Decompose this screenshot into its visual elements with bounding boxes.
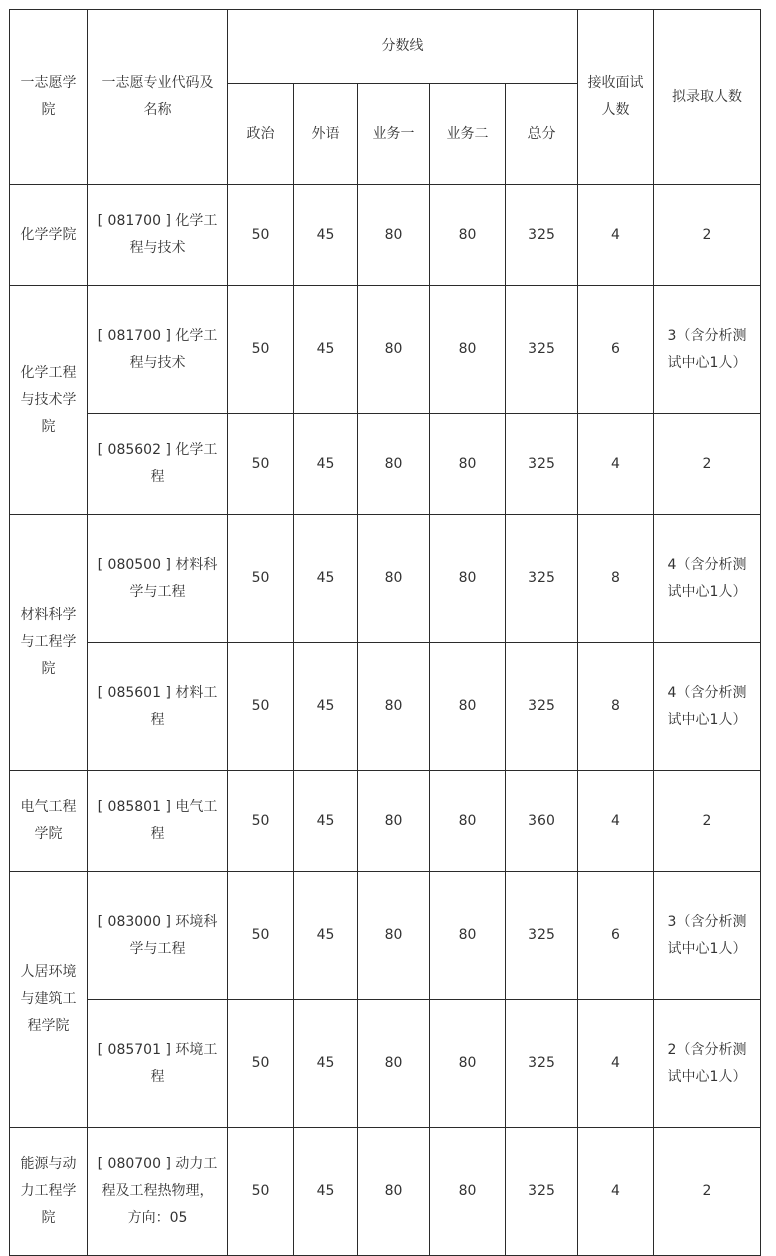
politics-cell: 50 (228, 515, 294, 643)
subject2-cell: 80 (430, 185, 506, 286)
subject2-cell: 80 (430, 1000, 506, 1128)
major-cell: [ 083000 ] 环境科学与工程 (88, 872, 228, 1000)
header-politics: 政治 (228, 84, 294, 185)
admit-cell: 3（含分析测试中心1人） (654, 872, 761, 1000)
subject1-cell: 80 (358, 414, 430, 515)
total-cell: 325 (506, 643, 578, 771)
college-cell: 化学工程与技术学院 (10, 286, 88, 515)
total-cell: 325 (506, 286, 578, 414)
header-college: 一志愿学院 (10, 10, 88, 185)
language-cell: 45 (294, 414, 358, 515)
major-cell: [ 080500 ] 材料科学与工程 (88, 515, 228, 643)
total-cell: 325 (506, 185, 578, 286)
table-row (10, 515, 761, 643)
header-total: 总分 (506, 84, 578, 185)
interview-cell: 4 (578, 771, 654, 872)
politics-cell: 50 (228, 643, 294, 771)
language-cell: 45 (294, 643, 358, 771)
interview-cell: 4 (578, 1000, 654, 1128)
admission-score-table (9, 9, 761, 1256)
politics-cell: 50 (228, 872, 294, 1000)
language-cell: 45 (294, 872, 358, 1000)
politics-cell: 50 (228, 1000, 294, 1128)
header-major: 一志愿专业代码及名称 (88, 10, 228, 185)
subject2-cell: 80 (430, 643, 506, 771)
table-row (10, 643, 761, 771)
table-row (10, 1000, 761, 1128)
admit-cell: 2 (654, 185, 761, 286)
subject2-cell: 80 (430, 515, 506, 643)
header-subject2: 业务二 (430, 84, 506, 185)
header-admit: 拟录取人数 (654, 10, 761, 185)
subject2-cell: 80 (430, 771, 506, 872)
admit-cell: 4（含分析测试中心1人） (654, 515, 761, 643)
major-cell: [ 081700 ] 化学工程与技术 (88, 286, 228, 414)
language-cell: 45 (294, 1000, 358, 1128)
table-row (10, 286, 761, 414)
interview-cell: 8 (578, 515, 654, 643)
college-cell: 材料科学与工程学院 (10, 515, 88, 771)
subject2-cell: 80 (430, 286, 506, 414)
total-cell: 325 (506, 414, 578, 515)
table-row (10, 185, 761, 286)
admit-cell: 2 (654, 414, 761, 515)
interview-cell: 8 (578, 643, 654, 771)
table-row (10, 1128, 761, 1256)
table-row (10, 414, 761, 515)
politics-cell: 50 (228, 1128, 294, 1256)
subject1-cell: 80 (358, 286, 430, 414)
header-scores: 分数线 (228, 10, 578, 84)
total-cell: 325 (506, 1000, 578, 1128)
language-cell: 45 (294, 185, 358, 286)
major-cell: [ 085601 ] 材料工程 (88, 643, 228, 771)
interview-cell: 6 (578, 872, 654, 1000)
language-cell: 45 (294, 1128, 358, 1256)
admit-cell: 2 (654, 1128, 761, 1256)
subject1-cell: 80 (358, 643, 430, 771)
header-row-top (10, 10, 761, 84)
major-cell: [ 085801 ] 电气工程 (88, 771, 228, 872)
interview-cell: 4 (578, 185, 654, 286)
subject1-cell: 80 (358, 1000, 430, 1128)
admit-cell: 4（含分析测试中心1人） (654, 643, 761, 771)
header-subject1: 业务一 (358, 84, 430, 185)
table-header (10, 10, 761, 185)
major-cell: [ 081700 ] 化学工程与技术 (88, 185, 228, 286)
subject2-cell: 80 (430, 1128, 506, 1256)
header-interview: 接收面试人数 (578, 10, 654, 185)
subject1-cell: 80 (358, 771, 430, 872)
subject1-cell: 80 (358, 872, 430, 1000)
subject2-cell: 80 (430, 872, 506, 1000)
politics-cell: 50 (228, 185, 294, 286)
subject2-cell: 80 (430, 414, 506, 515)
total-cell: 325 (506, 1128, 578, 1256)
total-cell: 360 (506, 771, 578, 872)
subject1-cell: 80 (358, 185, 430, 286)
college-cell: 人居环境与建筑工程学院 (10, 872, 88, 1128)
major-cell: [ 085701 ] 环境工程 (88, 1000, 228, 1128)
subject1-cell: 80 (358, 1128, 430, 1256)
admit-cell: 2（含分析测试中心1人） (654, 1000, 761, 1128)
total-cell: 325 (506, 872, 578, 1000)
college-cell: 能源与动力工程学院 (10, 1128, 88, 1256)
table-row (10, 872, 761, 1000)
college-cell: 电气工程学院 (10, 771, 88, 872)
major-cell: [ 080700 ] 动力工程及工程热物理，方向：05 (88, 1128, 228, 1256)
total-cell: 325 (506, 515, 578, 643)
interview-cell: 4 (578, 414, 654, 515)
politics-cell: 50 (228, 286, 294, 414)
table-row (10, 771, 761, 872)
subject1-cell: 80 (358, 515, 430, 643)
college-cell: 化学学院 (10, 185, 88, 286)
language-cell: 45 (294, 286, 358, 414)
politics-cell: 50 (228, 414, 294, 515)
interview-cell: 6 (578, 286, 654, 414)
admit-cell: 2 (654, 771, 761, 872)
language-cell: 45 (294, 771, 358, 872)
language-cell: 45 (294, 515, 358, 643)
politics-cell: 50 (228, 771, 294, 872)
table-body (10, 185, 761, 1256)
interview-cell: 4 (578, 1128, 654, 1256)
major-cell: [ 085602 ] 化学工程 (88, 414, 228, 515)
header-language: 外语 (294, 84, 358, 185)
admit-cell: 3（含分析测试中心1人） (654, 286, 761, 414)
